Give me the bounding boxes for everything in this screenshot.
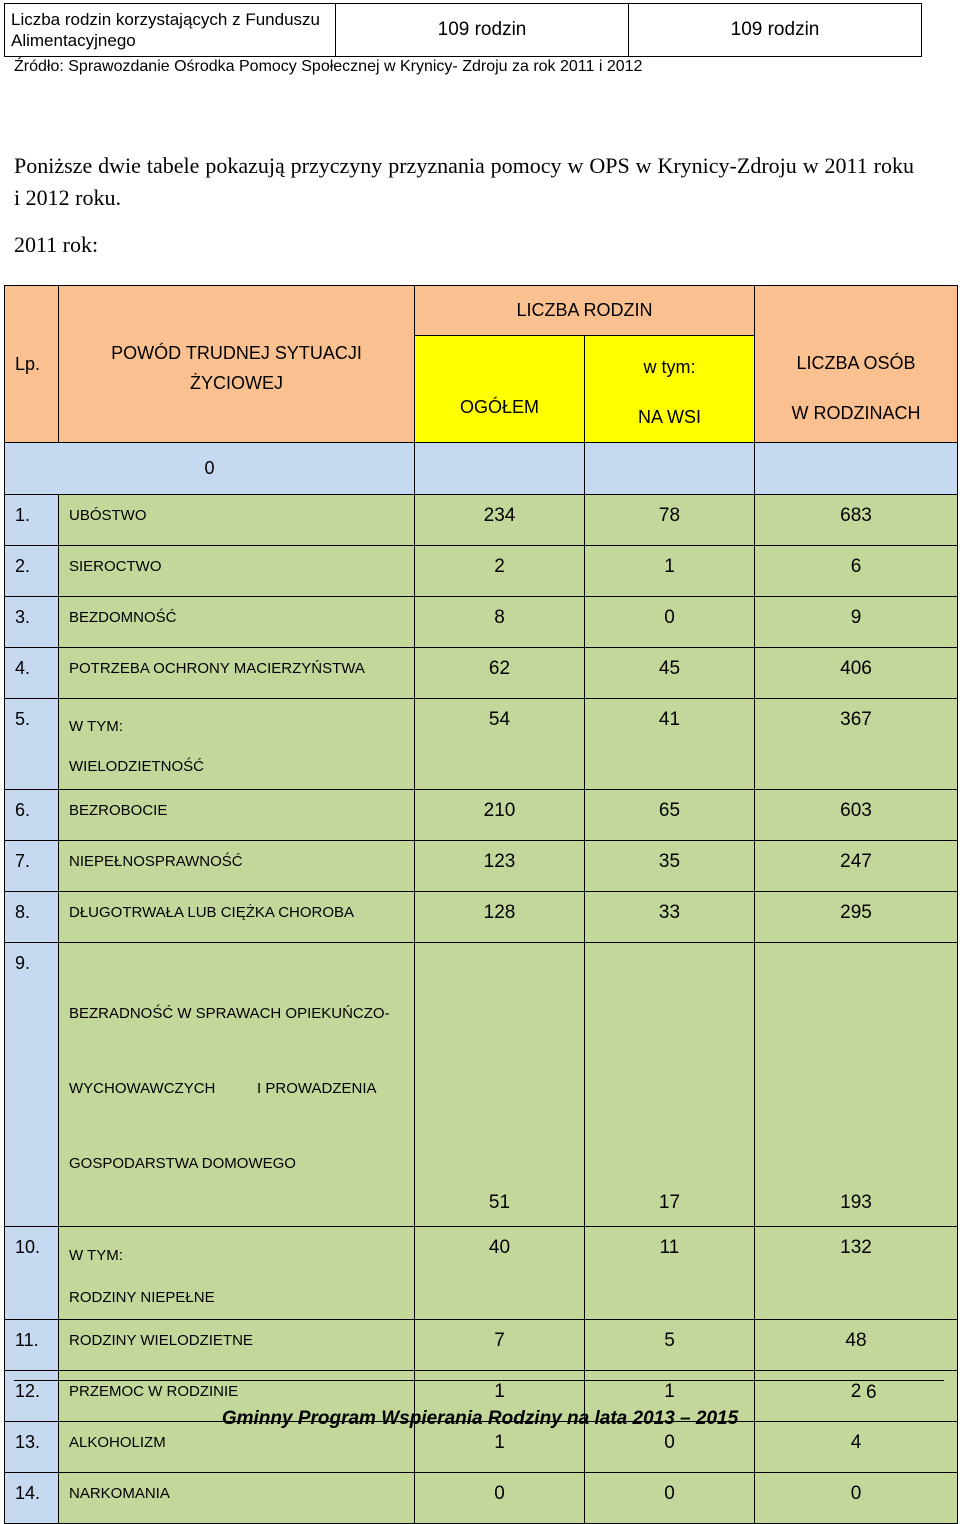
zero-row-empty — [415, 443, 585, 495]
row-rural: 1 — [585, 1371, 755, 1422]
row-rural: 1 — [585, 546, 755, 597]
row-reason-sub: RODZINY NIEPEŁNE — [69, 1289, 215, 1306]
row-total: 7 — [415, 1320, 585, 1371]
row-reason: ALKOHOLIZM — [59, 1422, 415, 1473]
year-label: 2011 rok: — [14, 232, 99, 257]
header-reason — [59, 286, 415, 443]
row-persons: 683 — [755, 495, 958, 546]
row-persons: 603 — [755, 790, 958, 841]
row-rural: 33 — [585, 892, 755, 943]
row-lp: 4. — [5, 648, 59, 699]
row-persons: 6 — [755, 546, 958, 597]
row-lp: 13. — [5, 1422, 59, 1473]
footer-title: Gminny Program Wspierania Rodziny na lata 2013 – 2015 — [221, 1408, 739, 1429]
row-reason-line2: WYCHOWAWCZYCH I PROWADZENIA — [69, 1080, 377, 1097]
row-persons: 2 — [755, 1371, 958, 1422]
row-reason: DŁUGOTRWAŁA LUB CIĘŻKA CHOROBA — [59, 892, 415, 943]
header-reason-line1: POWÓD TRUDNEJ SYTUACJI — [111, 343, 362, 363]
row-reason-sub: WIELODZIETNOŚĆ — [69, 758, 205, 775]
row-reason: PRZEMOC W RODZINIE — [59, 1371, 415, 1422]
table-row — [5, 1227, 958, 1320]
row-total: 0 — [415, 1473, 585, 1524]
row-persons: 9 — [755, 597, 958, 648]
zero-row-value: 0 — [5, 443, 415, 495]
row-rural: 11 — [585, 1227, 755, 1320]
row-reason — [59, 1227, 415, 1320]
header-reason-line2: ŻYCIOWEJ — [190, 373, 283, 393]
table-row — [5, 943, 958, 1227]
fund-summary-table — [4, 3, 922, 57]
row-total: 1 — [415, 1422, 585, 1473]
row-lp: 12. — [5, 1371, 59, 1422]
row-total: 8 — [415, 597, 585, 648]
row-lp: 10. — [5, 1227, 59, 1320]
row-total: 54 — [415, 699, 585, 790]
row-persons: 295 — [755, 892, 958, 943]
zero-row-empty — [755, 443, 958, 495]
table-row — [5, 495, 958, 546]
row-reason: UBÓSTWO — [59, 495, 415, 546]
header-rural-label: NA WSI — [637, 407, 701, 427]
row-reason-main: W TYM: — [69, 718, 123, 735]
header-rural — [585, 336, 755, 443]
header-persons-line2: W RODZINACH — [791, 403, 921, 423]
row-total: 1 — [415, 1371, 585, 1422]
row-persons: 247 — [755, 841, 958, 892]
table-row — [5, 892, 958, 943]
row-rural: 45 — [585, 648, 755, 699]
header-persons — [755, 286, 958, 443]
fund-value-2011: 109 rodzin — [336, 4, 629, 57]
row-lp: 2. — [5, 546, 59, 597]
row-lp: 9. — [5, 943, 59, 1227]
row-reason: BEZDOMNOŚĆ — [59, 597, 415, 648]
source-note: Źródło: Sprawozdanie Ośrodka Pomocy Społecznej w Krynicy- Zdroju za rok 2011 i 2012 — [14, 58, 643, 75]
aid-reasons-table — [4, 285, 958, 1524]
row-persons: 4 — [755, 1422, 958, 1473]
row-total: 210 — [415, 790, 585, 841]
table-row — [5, 1320, 958, 1371]
table-row — [5, 1473, 958, 1524]
row-reason-line1: BEZRADNOŚĆ W SPRAWACH OPIEKUŃCZO- — [69, 1005, 390, 1022]
header-of-which: w tym: — [643, 357, 696, 377]
header-families-group: LICZBA RODZIN — [415, 286, 755, 336]
row-reason: RODZINY WIELODZIETNE — [59, 1320, 415, 1371]
table-row — [5, 546, 958, 597]
row-reason-line3: GOSPODARSTWA DOMOWEGO — [69, 1155, 296, 1172]
table-header-row — [5, 286, 958, 336]
row-total: 128 — [415, 892, 585, 943]
fund-value-2012: 109 rodzin — [629, 4, 922, 57]
row-total: 2 — [415, 546, 585, 597]
row-persons: 48 — [755, 1320, 958, 1371]
footer-divider — [14, 1380, 944, 1381]
row-reason: SIEROCTWO — [59, 546, 415, 597]
row-rural: 35 — [585, 841, 755, 892]
row-total: 62 — [415, 648, 585, 699]
row-reason-main: W TYM: — [69, 1247, 123, 1264]
row-rural: 41 — [585, 699, 755, 790]
row-total: 234 — [415, 495, 585, 546]
row-rural: 5 — [585, 1320, 755, 1371]
row-rural: 0 — [585, 597, 755, 648]
table-row — [5, 790, 958, 841]
row-lp: 3. — [5, 597, 59, 648]
row-persons: 0 — [755, 1473, 958, 1524]
header-lp: Lp. — [5, 286, 59, 443]
row-reason — [59, 699, 415, 790]
row-total: 51 — [415, 943, 585, 1227]
row-rural: 0 — [585, 1473, 755, 1524]
header-total: OGÓŁEM — [415, 336, 585, 443]
row-persons: 132 — [755, 1227, 958, 1320]
row-rural: 0 — [585, 1422, 755, 1473]
row-total: 123 — [415, 841, 585, 892]
table-row — [5, 597, 958, 648]
row-reason — [59, 943, 415, 1227]
row-persons: 406 — [755, 648, 958, 699]
row-total: 40 — [415, 1227, 585, 1320]
row-lp: 8. — [5, 892, 59, 943]
row-lp: 11. — [5, 1320, 59, 1371]
zero-row-empty — [585, 443, 755, 495]
table-row — [5, 699, 958, 790]
row-reason: BEZROBOCIE — [59, 790, 415, 841]
intro-paragraph: Poniższe dwie tabele pokazują przyczyny przyznania pomocy w OPS w Krynicy-Zdroju w 2011 roku i 2012 roku. — [14, 153, 914, 210]
row-reason: NIEPEŁNOSPRAWNOŚĆ — [59, 841, 415, 892]
table-row — [5, 841, 958, 892]
row-lp: 6. — [5, 790, 59, 841]
row-persons: 367 — [755, 699, 958, 790]
table-row — [5, 648, 958, 699]
row-rural: 65 — [585, 790, 755, 841]
row-reason: POTRZEBA OCHRONY MACIERZYŃSTWA — [59, 648, 415, 699]
zero-row — [5, 443, 958, 495]
fund-summary-label: Liczba rodzin korzystających z Funduszu Alimentacyjnego — [5, 4, 336, 57]
row-lp: 1. — [5, 495, 59, 546]
row-rural: 17 — [585, 943, 755, 1227]
row-lp: 14. — [5, 1473, 59, 1524]
row-lp: 7. — [5, 841, 59, 892]
page-number: 6 — [866, 1382, 877, 1403]
fund-summary-row — [5, 4, 922, 57]
row-reason: NARKOMANIA — [59, 1473, 415, 1524]
row-rural: 78 — [585, 495, 755, 546]
row-lp: 5. — [5, 699, 59, 790]
row-persons: 193 — [755, 943, 958, 1227]
header-persons-line1: LICZBA OSÓB — [796, 353, 916, 373]
